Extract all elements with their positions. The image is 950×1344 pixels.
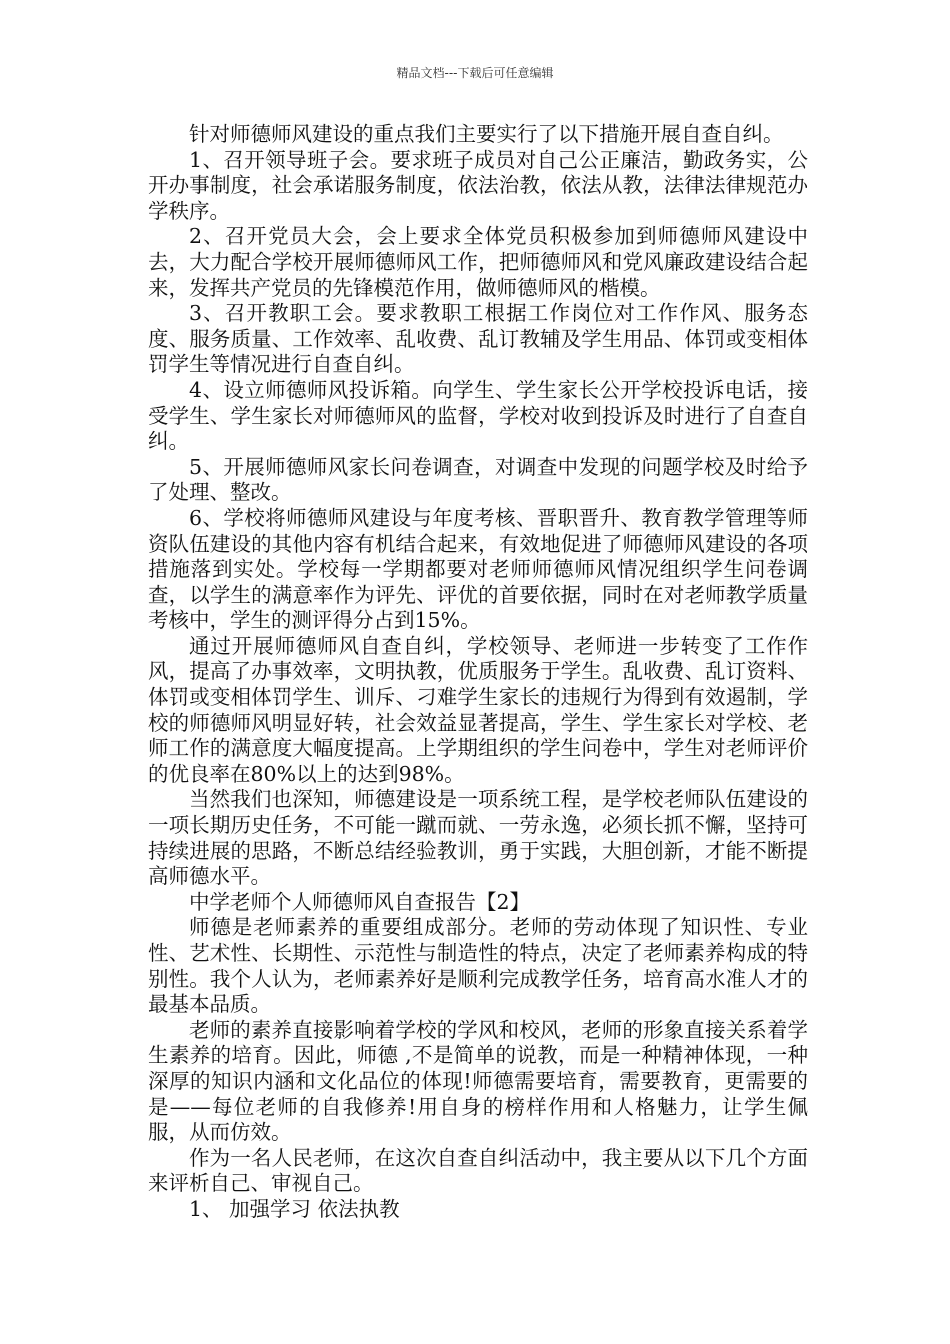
paragraph: 5、开展师德师风家长问卷调查，对调查中发现的问题学校及时给予了处理、整改。 [148, 454, 808, 505]
paragraph: 2、召开党员大会，会上要求全体党员积极参加到师德师风建设中去，大力配合学校开展师德师风工作，把师德师风和党风廉政建设结合起来，发挥共产党员的先锋模范作用，做师德师风的楷模。 [148, 224, 808, 300]
paragraph: 3、召开教职工会。要求教职工根据工作岗位对工作作风、服务态度、服务质量、工作效率、乱收费、乱订教辅及学生用品、体罚或变相体罚学生等情况进行自查自纠。 [148, 301, 808, 377]
section-title: 中学老师个人师德师风自查报告【2】 [189, 889, 531, 914]
paragraph: 4、设立师德师风投诉箱。向学生、学生家长公开学校投诉电话，接受学生、学生家长对师德师风的监督，学校对收到投诉及时进行了自查自纠。 [148, 377, 808, 454]
paragraph: 作为一名人民老师，在这次自查自纠活动中，我主要从以下几个方面来评析自己、审视自己。 [148, 1145, 808, 1196]
paragraph: 通过开展师德师风自查自纠，学校领导、老师进一步转变了工作作风，提高了办事效率，文明执教，优质服务于学生。乱收费、乱订资料、体罚或变相体罚学生、训斥、刁难学生家长的违规行为得到有效遏制，学校的师德师风明显好转，社会效益显著提高，学生、学生家长对学校、老师工作的满意度大幅度提高。上学期组织的学生问卷中，学生对老师评价的优良率在80%以上的达到98%。 [148, 633, 808, 786]
paragraph: 6、学校将师德师风建设与年度考核、晋职晋升、教育教学管理等师资队伍建设的其他内容有机结合起来，有效地促进了师德师风建设的各项措施落到实处。学校每一学期都要对老师师德师风情况组织学生问卷调查，以学生的满意率作为评先、评优的首要依据，同时在对老师教学质量考核中，学生的测评得分占到15%。 [148, 505, 808, 633]
paragraph: 师德是老师素养的重要组成部分。老师的劳动体现了知识性、专业性、艺术性、长期性、示范性与制造性的特点，决定了老师素养构成的特别性。我个人认为，老师素养好是顺利完成教学任务，培育高水准人才的最基本品质。 [148, 915, 808, 1017]
paragraph: 当然我们也深知，师德建设是一项系统工程，是学校老师队伍建设的一项长期历史任务，不可能一蹴而就、一劳永逸，必须长抓不懈，坚持可持续进展的思路，不断总结经验教训，勇于实践，大胆创新，才能不断提高师德水平。 [148, 787, 808, 889]
document-body [148, 122, 808, 1223]
page-header: 精品文档---下载后可任意编辑 [396, 66, 554, 80]
paragraph: 老师的素养直接影响着学校的学风和校风，老师的形象直接关系着学生素养的培育。因此，师德 ,不是简单的说教，而是一种精神体现，一种深厚的知识内涵和文化品位的体现!师德需要培育，需要教育，更需要的是——每位老师的自我修养!用自身的榜样作用和人格魅力，让学生佩服，从而仿效。 [148, 1017, 808, 1145]
paragraph: 针对师德师风建设的重点我们主要实行了以下措施开展自查自纠。 [189, 122, 784, 146]
paragraph: 1、召开领导班子会。要求班子成员对自己公正廉洁，勤政务实，公开办事制度，社会承诺服务制度，依法治教，依法从教，法律法律规范办学秩序。 [148, 147, 808, 223]
paragraph: 1、 加强学习 依法执教 [189, 1196, 400, 1221]
